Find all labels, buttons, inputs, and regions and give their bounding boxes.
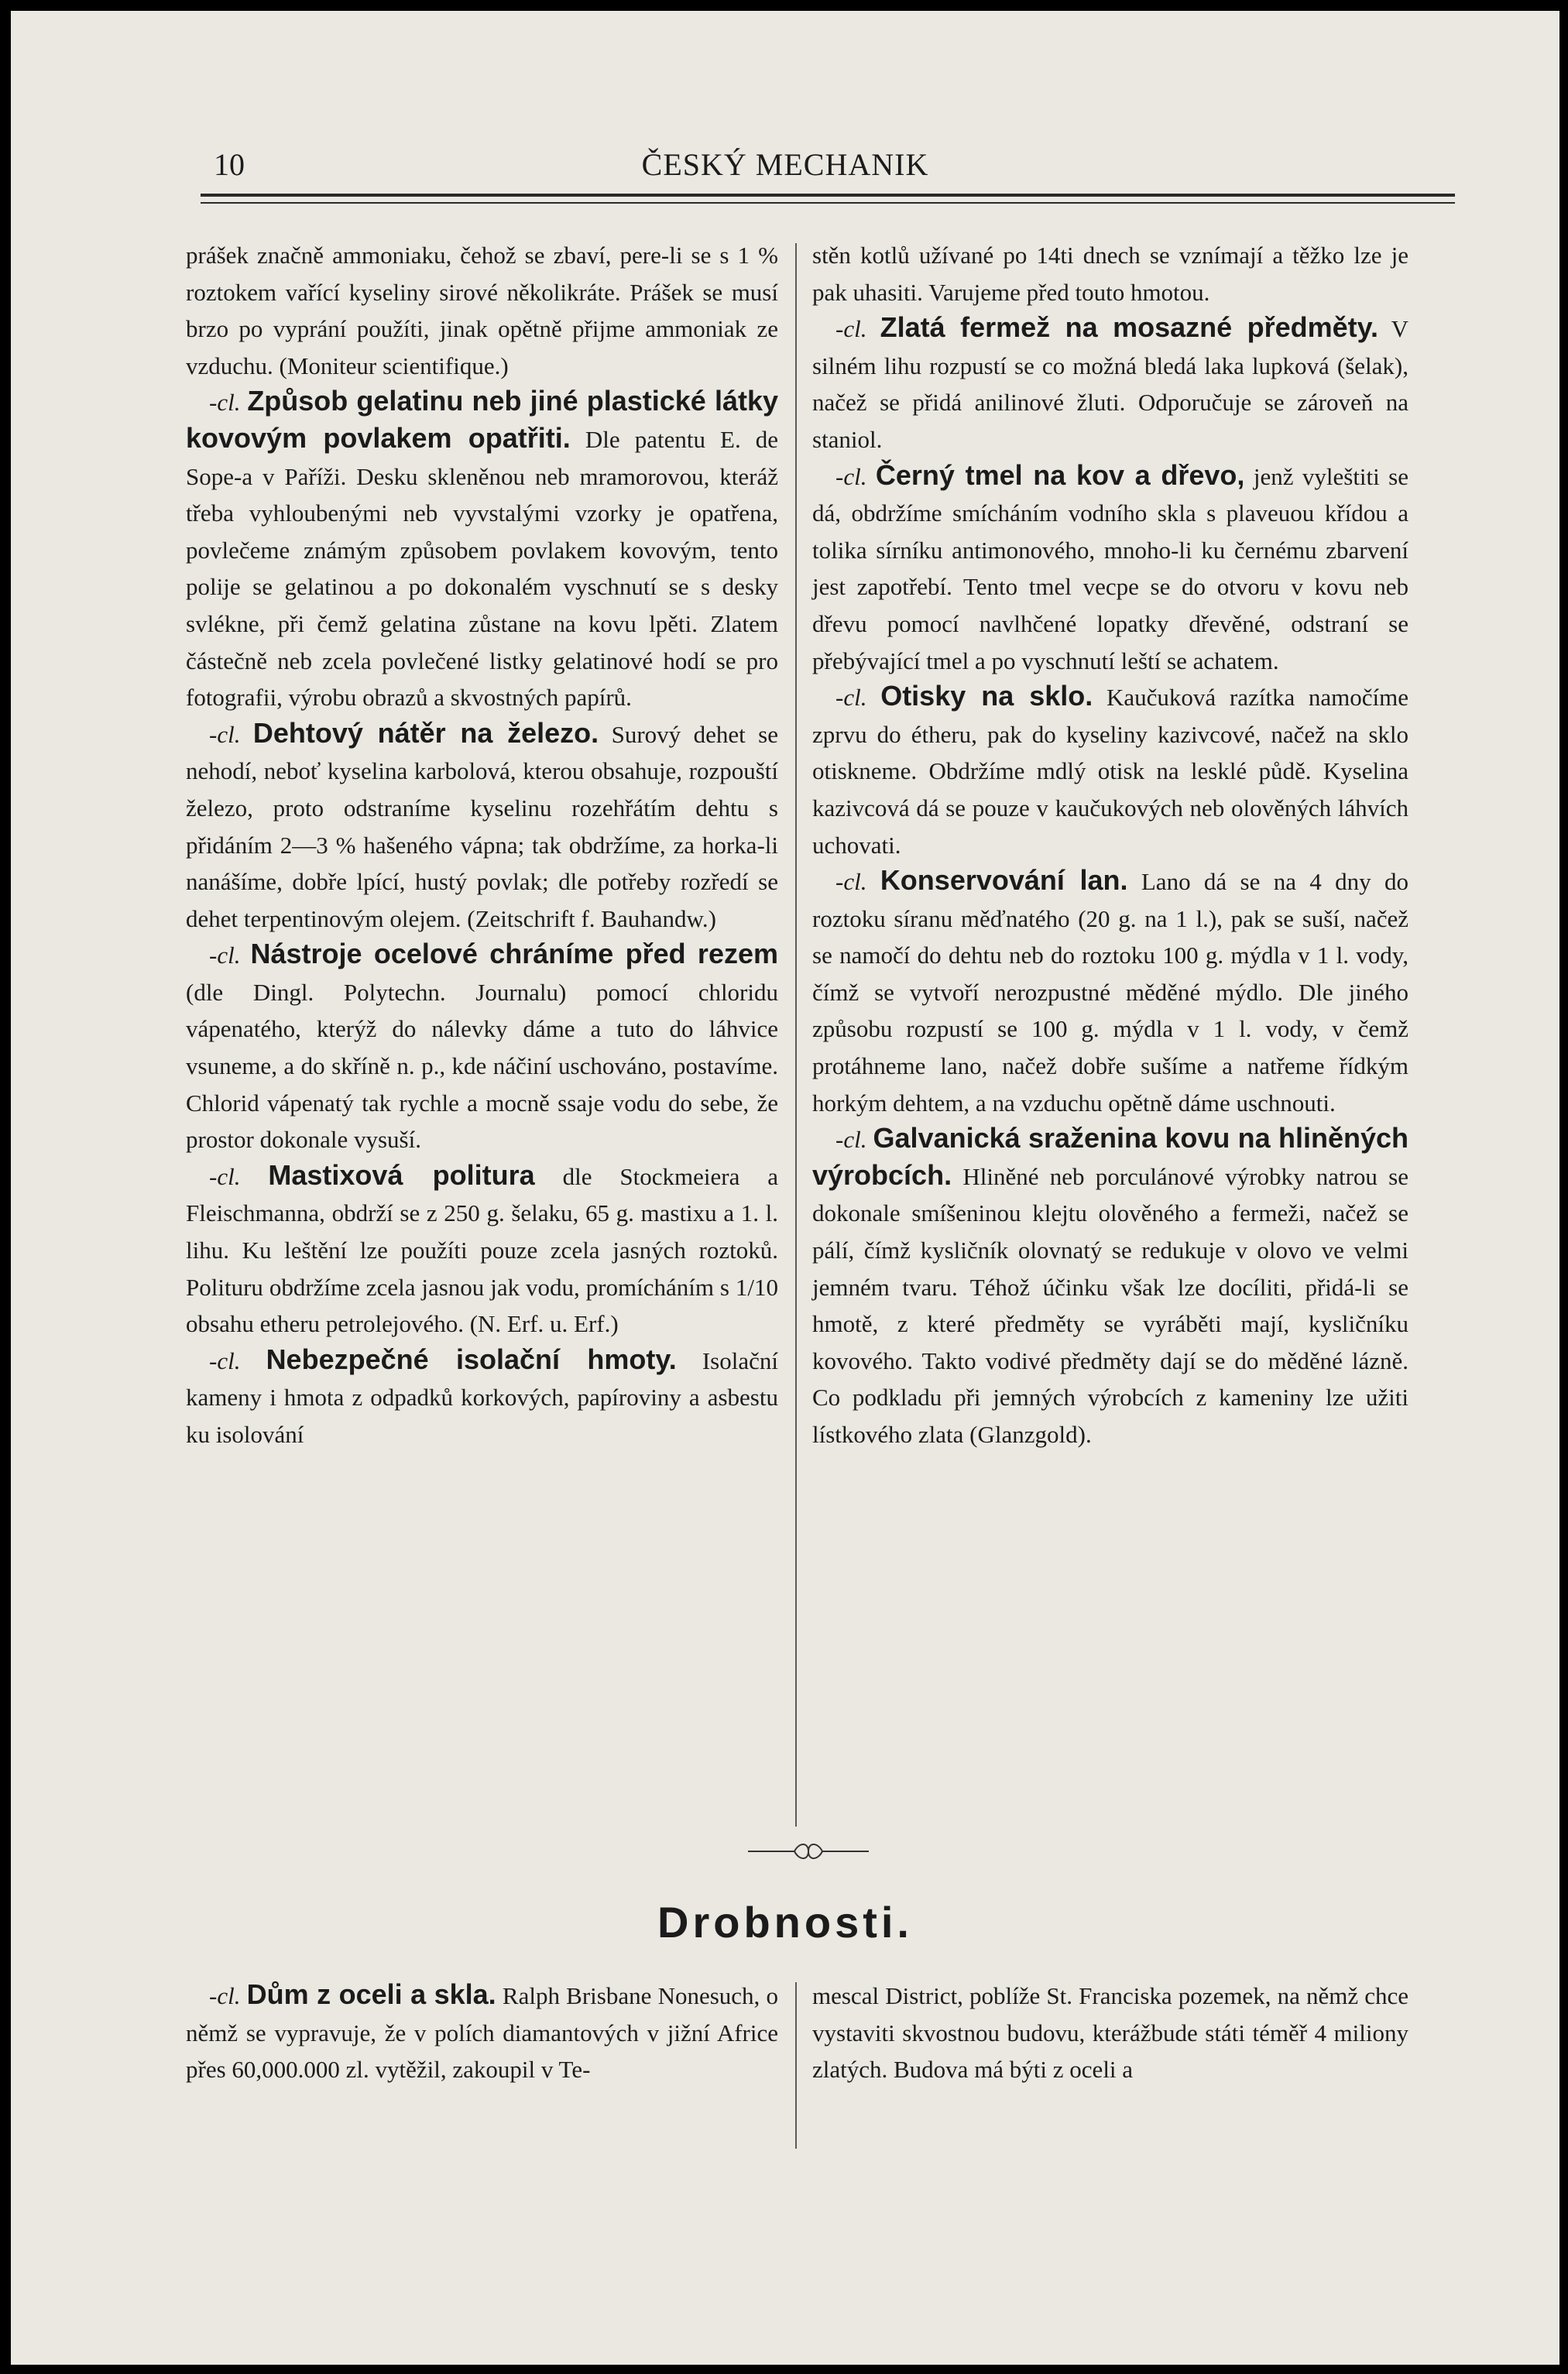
paragraph <box>186 237 778 384</box>
column-right-bottom <box>812 1978 1408 2088</box>
article-text: stěn kotlů užívané po 14ti dnech se vznímají a těžko lze je pak uhasiti. Varujeme před touto hmotou. <box>812 242 1408 306</box>
article-text: Ralph Brisbane Nonesuch, o němž se vypravuje, že v polích diamantových v jižní Africe přes 60,000.000 zl. vytěžil, zakoupil v Te- <box>186 1982 779 2084</box>
author-tag: -cl. <box>209 1982 241 2009</box>
author-tag: -cl. <box>835 1126 867 1154</box>
article-heading: Otisky na sklo. <box>880 680 1093 712</box>
paragraph <box>812 237 1408 310</box>
article-text: Kaučuková razítka namočíme zprvu do étheru, pak do kyseliny kazivcové, načež na sklo otiskneme. Obdržíme mdlý otisk na lesklé půdě. Kyselina kazivcová dá se pouze v kaučukových neb olověných láhvích uchovati. <box>812 684 1409 859</box>
paragraph <box>186 716 778 938</box>
author-tag: -cl. <box>209 720 241 748</box>
article-heading: Konservování lan. <box>880 864 1128 897</box>
article-text: dle Stockmeiera a Fleischmanna, obdrží se z 250 g. šelaku, 65 g. mastixu a 1. l. lihu. Ku leštění lze použíti pouze zcela jasných roztoků. Polituru obdržíme zcela jasnou jak vodu, promícháním s 1/10 obsahu etheru petrolejového. (N. Erf. u. Erf.) <box>186 1162 779 1338</box>
article-text: Hliněné neb porculánové výrobky natrou se dokonale smíšeninou klejtu olověného a fermeži, načež se pálí, čímž kysličník olovnatý se redukuje v olovo ve velmi jemném tvaru. Téhož účinku však lze docíliti, přidá-li se hmotě, z které předměty se vyráběti mají, kysličníku kovového. Takto vodivé předměty dají se do měděné lázně. Co podkladu při jemných výrobcích z kameniny lze užiti lístkového zlata (Glanzgold). <box>812 1162 1408 1448</box>
paragraph <box>812 1121 1408 1453</box>
paragraph <box>812 1978 1408 2088</box>
article-text: Lano dá se na 4 dny do roztoku síranu měďnatého (20 g. na 1 l.), pak se suší, načež se namočí do dehtu neb do roztoku 100 g. mýdla v 1 l. vody, čímž se vytvoří nerozpustné měděné mýdlo. Dle jiného způsobu rozpustí se 100 g. mýdla v 1 l. vody, v čemž protáhneme lano, načež dobře sušíme a natřeme řídkým horkým dehtem, a na vzduchu opětně dáme uschnouti. <box>812 868 1409 1117</box>
article-heading: Způsob gelatinu neb jiné plastické látky kovovým povlakem opatřiti. <box>186 385 778 454</box>
article-text: Isolační kameny i hmota z odpadků korkových, papíroviny a asbestu ku isolování <box>186 1347 778 1448</box>
author-tag: -cl. <box>835 868 867 896</box>
article-heading: Dehtový nátěr na železo. <box>252 716 599 749</box>
author-tag: -cl. <box>835 684 867 712</box>
article-text: prášek značně ammoniaku, čehož se zbaví, pere-li se s 1 % roztokem vařící kyseliny sirové několikráte. Prášek se musí brzo po vyprání použíti, jinak opětně přijme ammoniak ze vzduchu. (Moniteur scientifique.) <box>186 242 778 379</box>
author-tag: -cl. <box>209 389 241 417</box>
section-title: Drobnosti. <box>657 1898 913 1947</box>
header-rule <box>201 194 1455 197</box>
article-heading: Mastixová politura <box>268 1158 535 1191</box>
column-divider <box>795 243 797 1827</box>
author-tag: -cl. <box>209 1162 241 1190</box>
page-number: 10 <box>214 147 245 182</box>
paragraph <box>186 937 778 1158</box>
paragraph <box>812 679 1408 863</box>
article-heading: Nebezpečné isolační hmoty. <box>266 1343 677 1375</box>
page <box>11 11 1559 2365</box>
column-divider-bottom <box>795 1982 797 2149</box>
author-tag: -cl. <box>209 1347 241 1374</box>
column-left <box>186 237 778 1453</box>
article-text: Dle patentu E. de Sope-a v Paříži. Desku skleněnou neb mramorovou, kteráž třeba vyhloubenými neb vyvstalými vzorky je opatřena, povlečeme známým způsobem povlakem kovovým, tento polije se gelatinou a po dokonalém vyschnutí se s desky svlékne, při čemž gelatina zůstane na kovu lpěti. Zlatem částečně neb zcela povlečené listky gelatinové hodí se pro fotografii, výrobu obrazů a skvostných papírů. <box>186 425 779 712</box>
paragraph <box>186 1343 778 1453</box>
article-heading: Galvanická sraženina kovu na hliněných výrobcích. <box>812 1122 1409 1191</box>
header-rule-thin <box>201 202 1455 204</box>
running-title: ČESKÝ MECHANIK <box>641 147 929 182</box>
article-heading: Nástroje ocelové chráníme před rezem <box>250 938 778 970</box>
article-text: jenž vyleštiti se dá, obdržíme smícháním vodního skla s plaveuou křídou a tolika sírníku antimonového, mnoho-li ku černému zbarvení jest zapotřebí. Tento tmel vecpe se do otvoru v kovu neb dřevu pomocí navlhčené lopatky dřevěné, odstraní se přebývající tmel a po vyschnutí leští se achatem. <box>812 462 1409 674</box>
column-right <box>812 237 1408 1453</box>
column-left-bottom <box>186 1978 778 2088</box>
paragraph <box>812 310 1408 458</box>
article-text: V silném lihu rozpustí se co možná bledá laka lupková (šelak), načež se přidá anilinové žluti. Odporučuje se zároveň na staniol. <box>812 315 1408 453</box>
author-tag: -cl. <box>835 462 867 490</box>
paragraph <box>186 384 778 715</box>
author-tag: -cl. <box>209 942 241 969</box>
paragraph <box>812 458 1408 680</box>
paragraph <box>186 1978 778 2088</box>
article-text: mescal District, poblíže St. Franciska pozemek, na němž chce vystaviti skvostnou budovu, kterážbude státi téměř 4 miliony zlatých. Budova má býti z oceli a <box>812 1982 1408 2084</box>
paragraph <box>812 863 1408 1121</box>
paragraph <box>186 1158 778 1343</box>
author-tag: -cl. <box>835 315 867 343</box>
article-heading: Černý tmel na kov a dřevo, <box>875 458 1245 491</box>
article-text: Surový dehet se nehodí, neboť kyselina karbolová, kterou obsahuje, rozpouští železo, proto odstraníme kyselinu rozehřátím dehtu s přidáním 2—3 % hašeného vápna; tak obdržíme, za horka-li nanášíme, dobře lpící, hustý povlak; dle potřeby rozředí se dehet terpentinovým olejem. (Zeitschrift f. Bauhandw.) <box>186 720 778 932</box>
article-heading: Zlatá fermež na mosazné předměty. <box>880 311 1378 344</box>
article-text: (dle Dingl. Polytechn. Journalu) pomocí chloridu vápenatého, kterýž do nálevky dáme a tuto do láhvice vsuneme, a do skříně n. p., kde náčiní uschováno, postavíme. Chlorid vápenatý tak rychle a mocně ssaje vodu do sebe, že prostor dokonale vysuší. <box>186 978 778 1154</box>
ornament-divider-icon <box>746 1837 870 1865</box>
article-heading: Dům z oceli a skla. <box>246 1978 496 2010</box>
